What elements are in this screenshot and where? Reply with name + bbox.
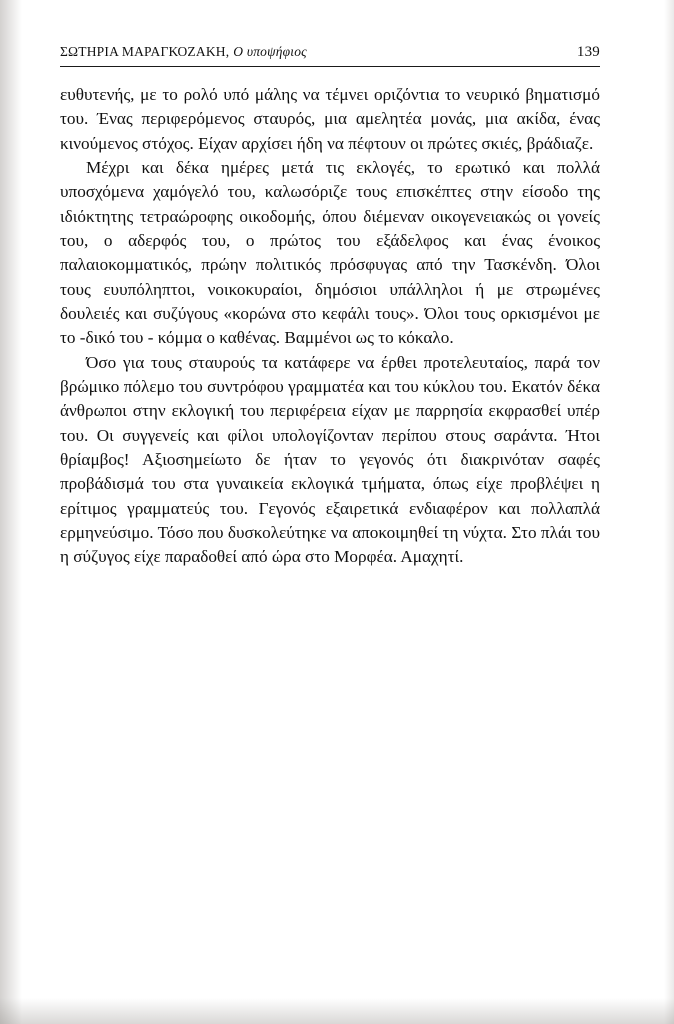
running-head-author: ΣΩΤΗΡΙΑ ΜΑΡΑΓΚΟΖΑΚΗ, (60, 44, 230, 59)
running-head (60, 44, 600, 67)
page-number: 139 (576, 44, 600, 60)
running-head-left (60, 44, 307, 60)
spine-shadow (0, 0, 22, 1024)
paragraph: ευθυτενής, με το ρολό υπό μάλης να τέμνει οριζόντια το νευρικό βηματισμό του. Ένας περιφερόμενος σταυρός, μια αμελητέα μονάς, μια ακίδα, ένας κινούμενος στόχος. Είχαν αρχίσει ήδη να πέφτουν οι πρώτες σκιές, βράδιαζε. (60, 85, 600, 153)
body-text (60, 83, 600, 570)
paragraph: Μέχρι και δέκα ημέρες μετά τις εκλογές, το ερωτικό και πολλά υποσχόμενα χαμόγελό του, καλωσόριζε τους επισκέπτες στην είσοδο της ιδιόκτητης τετραώροφης οικοδομής, όπου διέμεναν οικογενειακώς οι γονείς του, ο αδερφός του, ο πρώτος του εξάδελφος και ένας ένοικος παλαιοκομματικός, πρώην πολιτικός πρόσφυγας από την Τασκένδη. Όλοι τους ευυπόληπτοι, νοικοκυραίοι, δημόσιοι υπάλληλοι ή με στρωμένες δουλειές και συζύγους «κορώνα στο κεφάλι τους». Όλοι τους ορκισμένοι με το -δικό του - κόμμα ο καθένας. Βαμμένοι ως το κόκαλο. (60, 157, 600, 348)
running-head-title: Ο υποψήφιος (233, 44, 307, 59)
bottom-page-shadow (0, 998, 674, 1024)
page-edge-shadow (664, 0, 674, 1024)
paragraph: Όσο για τους σταυρούς τα κατάφερε να έρθει προτελευταίος, παρά τον βρώμικο πόλεμο του συντρόφου γραμματέα και του κύκλου του. Εκατόν δέκα άνθρωποι στην εκλογική του περιφέρεια είχαν με παρρησία εκφρασθεί υπέρ του. Οι συγγενείς και φίλοι υπολογίζονταν περίπου στους σαράντα. Ήτοι θρίαμβος! Αξιοσημείωτο δε ήταν το γεγονός ότι διακρινόταν σαφές προβάδισμά του στα γυναικεία εκλογικά τμήματα, όπως είχε προβλέψει η ερίτιμος γραμματεύς του. Γεγονός εξαιρετικά ενδιαφέρον και πολλαπλά ερμηνεύσιμο. Τόσο που δυσκολεύτηκε να αποκοιμηθεί τη νύχτα. Στο πλάι του η σύζυγος είχε παραδοθεί από ώρα στο Μορφέα. Αμαχητί. (60, 352, 600, 567)
